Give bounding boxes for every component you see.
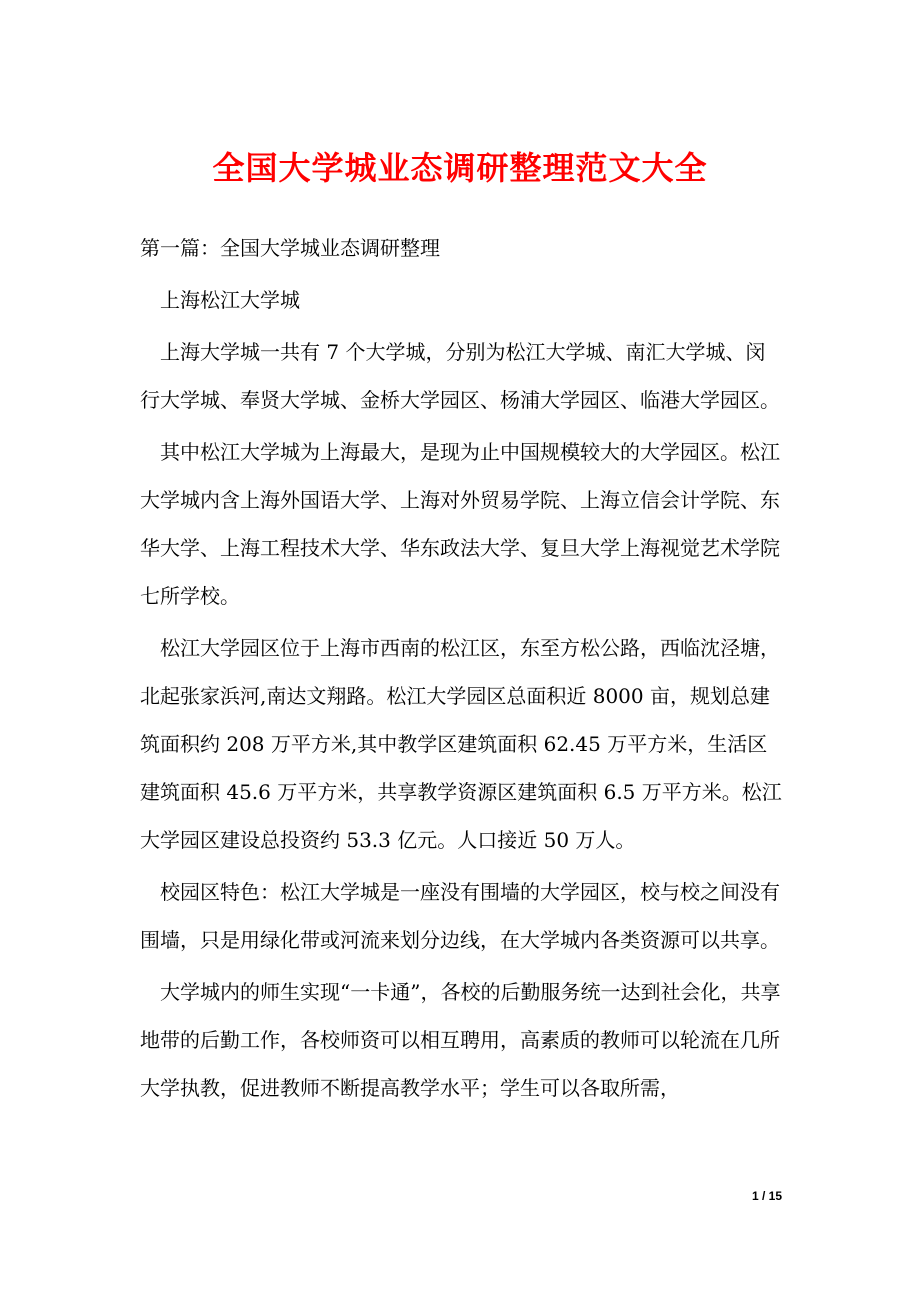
subsection-heading: 上海松江大学城: [160, 288, 300, 312]
section-heading: 第一篇：全国大学城业态调研整理: [140, 236, 440, 260]
document-body: [140, 224, 784, 1112]
body-paragraph: 其中松江大学城为上海最大，是现为止中国规模较大的大学园区。松江大学城内含上海外国语大学、上海对外贸易学院、上海立信会计学院、东华大学、上海工程技术大学、华东政法大学、复旦大学上海视觉艺术学院七所学校。: [140, 440, 780, 608]
page-number: 1 / 15: [751, 1189, 782, 1203]
body-paragraph: 大学城内的师生实现“一卡通”，各校的后勤服务统一达到社会化，共享地带的后勤工作，各校师资可以相互聘用，高素质的教师可以轮流在几所大学执教，促进教师不断提高教学水平；学生可以各取所需，: [140, 980, 781, 1100]
body-paragraph: 上海大学城一共有 7 个大学城，分别为松江大学城、南汇大学城、闵行大学城、奉贤大学城、金桥大学园区、杨浦大学园区、临港大学园区。: [140, 340, 780, 412]
document-title: 全国大学城业态调研整理范文大全: [212, 149, 708, 187]
body-paragraph: 校园区特色：松江大学城是一座没有围墙的大学园区，校与校之间没有围墙，只是用绿化带或河流来划分边线，在大学城内各类资源可以共享。: [140, 880, 780, 952]
body-paragraph: 松江大学园区位于上海市西南的松江区，东至方松公路，西临沈泾塘，北起张家浜河,南达文翔路。松江大学园区总面积近 8000 亩，规划总建筑面积约 208 万平方米,其中教学区建筑面积 62.45 万平方米，生活区建筑面积 45.6 万平方米，共享教学资源区建筑面积 6.5 万平方米。松江大学园区建设总投资约 53.3 亿元。人口接近 50 万人。: [140, 636, 782, 852]
